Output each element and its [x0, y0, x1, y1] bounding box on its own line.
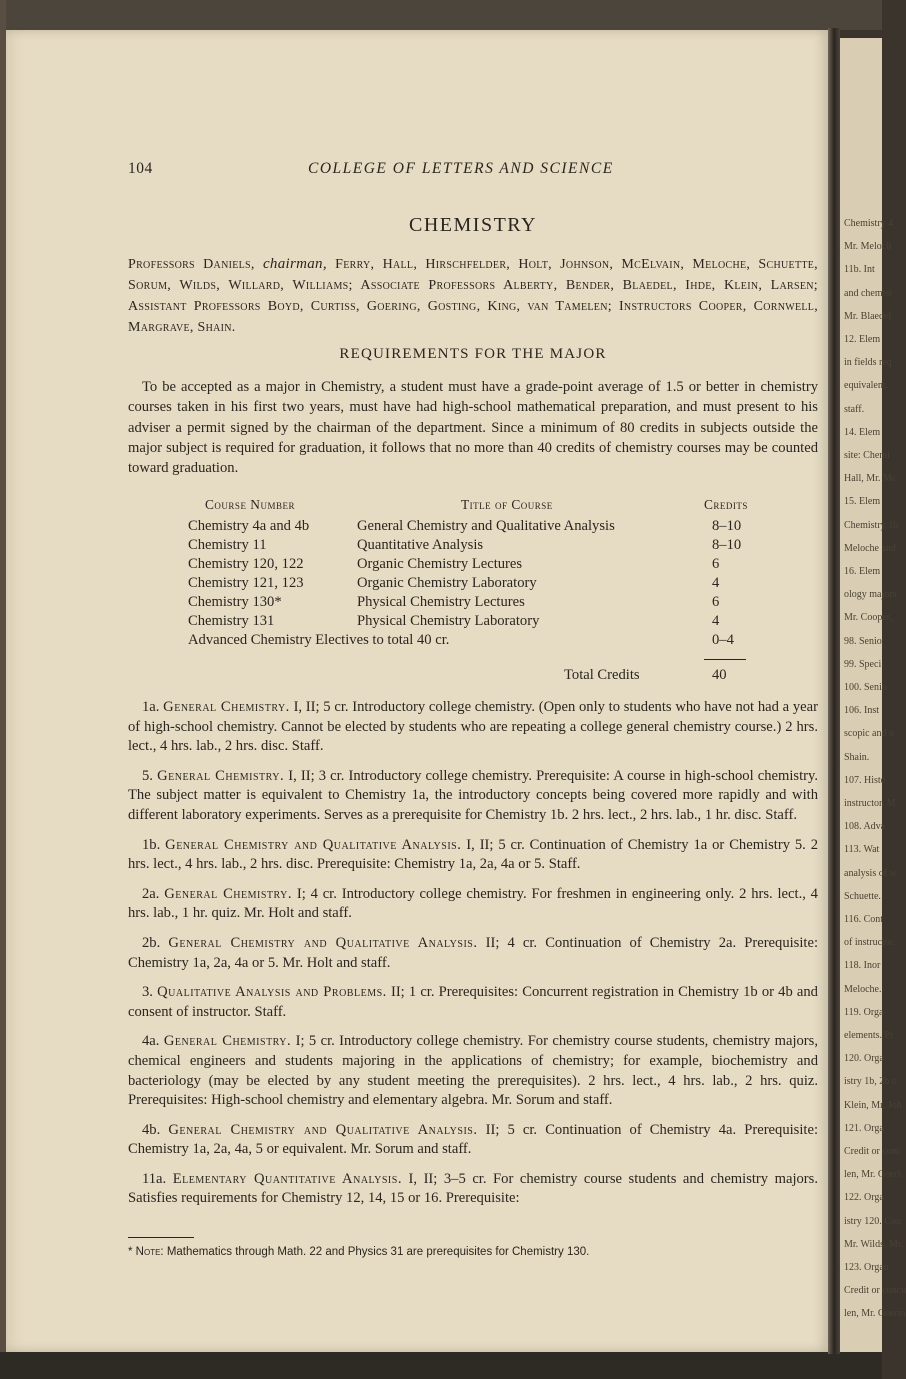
faculty-after-chair: Ferry, Hall, Hirschfelder, Holt, Johnson, McElvain, Meloche, Schuette, Sorum, Wilds, Willard, Williams; Associate Professors Alberty, Bender, Blaedel, Ihde, Klein, Larsen; Assistant Professors Boyd, Curtiss, Goering, Gosting, King, van Tamelen; Instructors Cooper, Cornwell, Margrave, Shain. [128, 257, 818, 335]
course-name: General Chemistry. [163, 699, 290, 715]
course-name: General Chemistry. [163, 1033, 292, 1050]
next-page-edge-line: elements. Pr [844, 1030, 894, 1041]
next-page-edge-line: ology majors [844, 589, 897, 601]
course-name: Elementary Quantitative Analysis. [172, 1170, 402, 1187]
next-page-edge-line: site: Chemi [844, 450, 890, 461]
header-title: Title of Course [461, 497, 553, 512]
table-row [128, 613, 818, 633]
row-credits: 8–10 [712, 518, 742, 534]
row-credits: 8–10 [712, 537, 742, 553]
course-code: 5. [142, 767, 153, 784]
table-row [128, 556, 818, 576]
course-desc: I, II; 3 cr. Introductory college chemistry. Prerequisite: A course in high-school chemistry. The subject matter is equivalent to Chemistry 1a, the introductory concepts being covered more rapidly and with different laboratory experiments. Serves as a prerequisite for Chemistry 1b. 2 hrs. lect., 2 hrs. lab., 1 hr. disc. Staff. [128, 767, 819, 823]
course-desc: II; 5 cr. Continuation of Chemistry 4a. Prerequisite: Chemistry 1a, 2a, 4a, 5 or equivalent. Mr. Sorum and staff. [128, 1121, 819, 1158]
electives-text: Advanced Chemistry Electives to total 40 cr. [188, 632, 450, 648]
next-page-edge-line: instructor. M [844, 798, 896, 809]
footnote-label: * Note: [128, 1246, 164, 1258]
course-entry [128, 1032, 818, 1110]
next-page-edge-line: Credit or concu [844, 1285, 906, 1297]
next-page-edge-line: 116. Cont [844, 914, 884, 925]
next-page-edge-line: and chemist [844, 287, 893, 299]
course-entry [128, 1170, 818, 1209]
course-name: Qualitative Analysis and Problems. [157, 984, 387, 1001]
course-entry [128, 1121, 818, 1160]
next-page-edge-line: equivalent. [844, 380, 889, 392]
row-title: Organic Chemistry Laboratory [357, 575, 537, 591]
course-name: General Chemistry and Qualitative Analysis. [165, 836, 462, 853]
course-entry [128, 934, 818, 973]
course-entry [128, 698, 818, 757]
table-row-electives [128, 632, 818, 652]
course-code: 2b. [142, 934, 161, 951]
next-page-edge-line: Mr. Wilds, Mr. [844, 1238, 904, 1250]
faculty-list [128, 254, 818, 338]
faculty-before-chair: Professors Daniels, [128, 257, 255, 272]
table-row [128, 594, 818, 614]
next-page-edge [840, 38, 906, 1352]
page-number: 104 [128, 160, 153, 177]
table-header [128, 497, 818, 515]
total-rule [704, 659, 746, 660]
course-desc: I, II; 5 cr. Introductory college chemistry. (Open only to students who have not had a year of high-school chemistry. Cannot be elected by students who are repeating a college general chemistry course.) 2 hrs. lect., 4 hrs. lab., 2 hrs. disc. Staff. [128, 699, 818, 755]
course-name: General Chemistry. [157, 767, 285, 784]
footnote-rule [128, 1237, 194, 1238]
row-credits: 6 [712, 556, 720, 572]
course-code: 1a. [142, 699, 160, 715]
next-page-edge-line: 113. Wat [844, 844, 880, 856]
next-page-edge-line: 106. Inst [844, 705, 879, 717]
next-page-edge-line: 108. Adva [844, 821, 886, 833]
next-page-edge-line: staff. [844, 403, 865, 415]
row-title: Physical Chemistry Laboratory [357, 613, 540, 629]
course-code: 4b. [142, 1121, 161, 1138]
total-value: 40 [712, 667, 727, 683]
row-credits: 6 [712, 594, 720, 610]
next-page-edge-line: in fields req [844, 357, 892, 369]
course-name: General Chemistry and Qualitative Analysis. [168, 1121, 478, 1138]
next-page-edge-line: 121. Orga [844, 1122, 884, 1134]
course-entry [128, 885, 818, 924]
table-row [128, 518, 818, 538]
next-page-edge-line: len, Mr. Goeri [844, 1169, 901, 1181]
course-desc: I; 5 cr. Introductory college chemistry. For chemistry course students, chemistry majors, chemical engineers and students majoring in the applications of chemistry; for example, biochemistry and bacteriology (may be elected by any student meeting the prerequisites). 2 hrs. lect., 4 hrs. lab., 2 hrs. quiz. Prerequisites: High-school chemistry and elementary algebra. Mr. Sorum and staff. [128, 1033, 818, 1109]
course-entry [128, 983, 818, 1022]
next-page-edge-line: 99. Speci [844, 658, 882, 670]
next-page-edge-line: 15. Elem [844, 496, 881, 508]
course-name: General Chemistry. [164, 885, 293, 902]
course-entry [128, 767, 818, 826]
course-desc: II; 1 cr. Prerequisites: Concurrent registration in Chemistry 1b or 4b and consent of instructor. Staff. [128, 984, 818, 1020]
row-title: Quantitative Analysis [357, 537, 484, 553]
scan-border-top [0, 0, 882, 30]
row-number: Chemistry 120, 122 [188, 556, 304, 572]
row-credits: 4 [712, 613, 720, 629]
faculty-chairman: chairman, [262, 256, 327, 272]
book-gutter [828, 28, 840, 1354]
course-code: 1b. [142, 836, 161, 853]
next-page-edge-line: Mr. Cooper, [844, 612, 893, 624]
next-page-edge-line: istry 1b, 2b o [844, 1076, 897, 1088]
course-desc: I; 4 cr. Introductory college chemistry. For freshmen in engineering only. 2 hrs. lect., 4 hrs. lab., 1 hr. quiz. Mr. Holt and staff. [128, 885, 818, 922]
course-code: 2a. [142, 885, 160, 902]
total-label: Total Credits [564, 667, 640, 683]
next-page-edge-line: scopic and o [844, 728, 894, 740]
row-credits: 4 [712, 575, 720, 591]
next-page-edge-line: 11b. Int [844, 264, 875, 276]
next-page-edge-line: 122. Orga [844, 1192, 884, 1204]
course-code: 4a. [142, 1033, 160, 1050]
running-head [128, 160, 818, 182]
next-page-edge-line: istry 120. Cou [844, 1215, 901, 1227]
row-number: Chemistry 4a and 4b [188, 518, 310, 534]
next-page-edge-line: Credit or conc [844, 1146, 902, 1157]
next-page-edge-line: 12. Elem [844, 334, 881, 345]
course-code: 3. [142, 984, 153, 1001]
next-page-edge-line: Shain. [844, 751, 870, 763]
row-number: Chemistry 131 [188, 613, 275, 629]
row-number: Chemistry 130* [188, 594, 282, 610]
next-page-edge-line: 14. Elem [844, 426, 881, 438]
next-page-edge-line: Mr. Meloch [844, 241, 892, 253]
next-page-edge-line: 98. Senio [844, 635, 882, 647]
row-number: Chemistry 11 [188, 537, 267, 553]
course-name: General Chemistry and Qualitative Analysis. [168, 934, 478, 951]
next-page-edge-line: 120. Orga [844, 1053, 884, 1065]
course-descriptions [128, 698, 818, 1219]
footnote-text: Mathematics through Math. 22 and Physics 31 are prerequisites for Chemistry 130. [166, 1246, 590, 1258]
header-credits: Credits [704, 497, 748, 512]
next-page-edge-line: Chemistry 4 [844, 218, 894, 229]
next-page-edge-line: of instructor. [844, 937, 896, 949]
next-page-edge-line: Hall, Mr. Mc [844, 473, 897, 485]
next-page-edge-line: 107. Histo [844, 774, 886, 786]
row-number: Chemistry 121, 123 [188, 575, 304, 591]
course-desc: I, II; 3–5 cr. For chemistry course students and chemistry majors. Satisfies requirements for Chemistry 12, 14, 15 or 16. Prerequisite: [128, 1170, 818, 1207]
scan-border-bottom [0, 1352, 882, 1379]
course-code: 11a. [142, 1170, 167, 1187]
footnote [128, 1246, 818, 1258]
table-row [128, 537, 818, 557]
table-row [128, 575, 818, 595]
next-page-edge-line: Meloche. [844, 983, 882, 995]
running-title: COLLEGE OF LETTERS AND SCIENCE [308, 160, 614, 177]
next-page-edge-line: len, Mr. Goerin [844, 1308, 906, 1320]
course-desc: II; 4 cr. Continuation of Chemistry 2a. Prerequisite: Chemistry 1a, 2a, 4a or 5. Mr. Holt and staff. [128, 934, 819, 971]
next-page-edge-line: Chemistry 1b [844, 519, 899, 531]
next-page-edge-line: 16. Elem [844, 566, 881, 577]
next-page-edge-line: 100. Senio [844, 682, 887, 693]
section-title: CHEMISTRY [409, 214, 537, 236]
course-desc: I, II; 5 cr. Continuation of Chemistry 1a or Chemistry 5. 2 hrs. lect., 4 hrs. lab., 2 hrs. disc. Prerequisite: Chemistry 1a, 2a, 4a or 5. Staff. [128, 836, 819, 873]
next-page-edge-line: 119. Orga [844, 1006, 884, 1018]
table-total [128, 667, 818, 687]
next-page-edge-line: 123. Organ [844, 1262, 889, 1273]
row-title: General Chemistry and Qualitative Analysis [357, 518, 615, 534]
next-page-edge-line: Meloche and [844, 542, 896, 554]
requirements-heading: REQUIREMENTS FOR THE MAJOR [339, 346, 607, 362]
course-entry [128, 836, 818, 875]
electives-credits: 0–4 [712, 632, 734, 648]
next-page-edge-line: Mr. Blaedel [844, 310, 892, 322]
next-page-edge-line: 118. Inor [844, 960, 881, 972]
next-page-edge-line: Schuette. [844, 890, 881, 902]
row-title: Organic Chemistry Lectures [357, 556, 523, 572]
requirements-text: To be accepted as a major in Chemistry, a student must have a grade-point average of 1.5 or better in chemistry courses taken in his first two years, must have had high-school mathematical preparation, and must present to his adviser a permit signed by the chairman of the department. Since a minimum of 80 credits in subjects outside the major subject is required for graduation, it follows that no more than 40 credits of chemistry courses may be counted toward graduation. [128, 379, 818, 477]
header-course-number: Course Number [205, 497, 295, 512]
next-page-edge-line: Klein, Mr. Joh [844, 1099, 902, 1111]
row-title: Physical Chemistry Lectures [357, 594, 525, 610]
next-page-edge-line: analysis of w [844, 867, 897, 879]
